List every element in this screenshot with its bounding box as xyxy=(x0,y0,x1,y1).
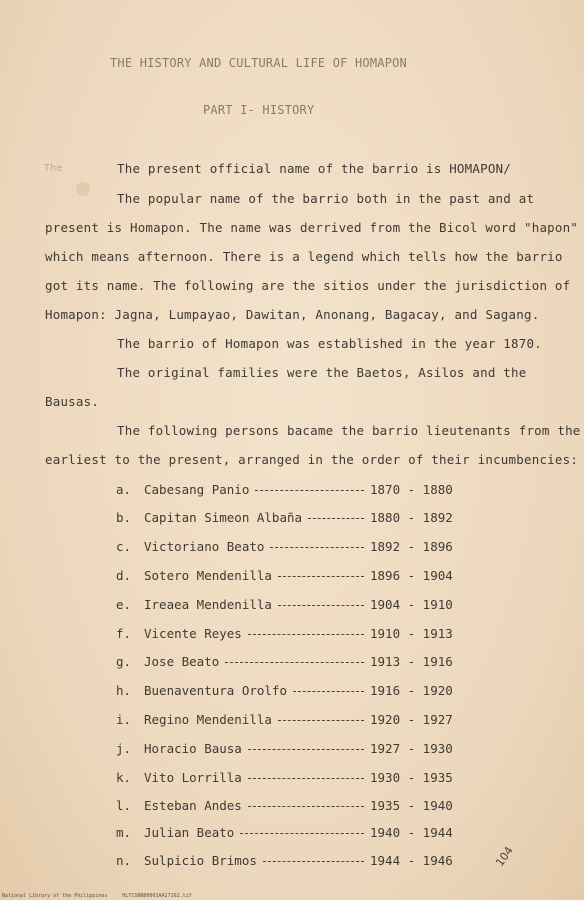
paragraph-line-3: present is Homapon. The name was derrived from the Bicol word "hapon" xyxy=(45,220,579,235)
leader-dashes xyxy=(248,634,364,635)
lieutenant-row xyxy=(116,597,466,613)
leader-dashes xyxy=(225,662,364,663)
term-years: 1880 - 1892 xyxy=(370,510,453,525)
lieutenant-name: Capitan Simeon Albaña xyxy=(144,510,303,525)
term-years: 1910 - 1913 xyxy=(370,626,453,641)
lieutenant-row xyxy=(116,683,466,699)
lieutenant-row xyxy=(116,626,466,642)
row-letter: d. xyxy=(116,568,132,583)
paragraph-line-5: got its name. The following are the sitios under the jurisdiction of xyxy=(45,278,571,293)
term-years: 1892 - 1896 xyxy=(370,539,453,554)
lieutenant-row xyxy=(116,510,466,526)
term-years: 1920 - 1927 xyxy=(370,712,453,727)
lieutenant-name: Cabesang Panio xyxy=(144,482,250,497)
row-letter: f. xyxy=(116,626,132,641)
row-letter: e. xyxy=(116,597,132,612)
lieutenant-name: Horacio Bausa xyxy=(144,741,242,756)
lieutenant-row xyxy=(116,741,466,757)
term-years: 1916 - 1920 xyxy=(370,683,453,698)
lieutenant-name: Buenaventura Orolfo xyxy=(144,683,287,698)
term-years: 1904 - 1910 xyxy=(370,597,453,612)
page-number-mark: 104 xyxy=(493,844,516,869)
row-letter: b. xyxy=(116,510,132,525)
paragraph-line-8: The original families were the Baetos, Asilos and the xyxy=(117,365,527,380)
paragraph-line-9: Bausas. xyxy=(45,394,100,409)
leader-dashes xyxy=(248,749,364,750)
row-letter: g. xyxy=(116,654,132,669)
term-years: 1940 - 1944 xyxy=(370,825,453,840)
lieutenant-name: Ireaea Mendenilla xyxy=(144,597,272,612)
leader-dashes xyxy=(278,720,364,721)
lieutenant-row xyxy=(116,654,466,670)
term-years: 1944 - 1946 xyxy=(370,853,453,868)
leader-dashes xyxy=(293,691,364,692)
lieutenant-name: Sulpicio Brimos xyxy=(144,853,257,868)
term-years: 1896 - 1904 xyxy=(370,568,453,583)
ink-smudge xyxy=(76,182,90,196)
document-title: THE HISTORY AND CULTURAL LIFE OF HOMAPON xyxy=(110,56,407,70)
paragraph-line-7: The barrio of Homapon was established in the year 1870. xyxy=(117,336,542,351)
section-heading: PART I- HISTORY xyxy=(203,103,315,117)
row-letter: a. xyxy=(116,482,132,497)
row-letter: i. xyxy=(116,712,132,727)
row-letter: h. xyxy=(116,683,132,698)
leader-dashes xyxy=(248,806,364,807)
lieutenant-name: Esteban Andes xyxy=(144,798,242,813)
term-years: 1913 - 1916 xyxy=(370,654,453,669)
lieutenant-name: Victoriano Beato xyxy=(144,539,265,554)
lieutenant-row xyxy=(116,825,466,841)
paragraph-line-2: The popular name of the barrio both in the past and at xyxy=(117,191,535,206)
row-letter: k. xyxy=(116,770,132,785)
lieutenant-row xyxy=(116,770,466,786)
row-letter: n. xyxy=(116,853,132,868)
lieutenant-name: Vito Lorrilla xyxy=(144,770,242,785)
lieutenant-name: Jose Beato xyxy=(144,654,220,669)
paragraph-line-10: The following persons bacame the barrio lieutenants from the xyxy=(117,423,581,438)
lieutenant-row xyxy=(116,712,466,728)
margin-note: The xyxy=(44,163,63,174)
term-years: 1870 - 1880 xyxy=(370,482,453,497)
leader-dashes xyxy=(255,490,364,491)
lieutenant-row xyxy=(116,798,466,814)
lieutenant-name: Vicente Reyes xyxy=(144,626,242,641)
lieutenant-row xyxy=(116,853,466,869)
paragraph-line-11: earliest to the present, arranged in the order of their incumbencies: xyxy=(45,452,579,467)
leader-dashes xyxy=(278,576,364,577)
lieutenant-row xyxy=(116,568,466,584)
row-letter: c. xyxy=(116,539,132,554)
lieutenant-row xyxy=(116,539,466,555)
term-years: 1930 - 1935 xyxy=(370,770,453,785)
lieutenant-name: Julian Beato xyxy=(144,825,235,840)
lieutenant-row xyxy=(116,482,466,498)
scan-footer: National Library of the Philippines HLTCSNN00001AA27162.tif xyxy=(2,893,192,899)
paragraph-line-4: which means afternoon. There is a legend which tells how the barrio xyxy=(45,249,563,264)
row-letter: m. xyxy=(116,825,132,840)
leader-dashes xyxy=(308,518,364,519)
term-years: 1927 - 1930 xyxy=(370,741,453,756)
term-years: 1935 - 1940 xyxy=(370,798,453,813)
lieutenant-name: Sotero Mendenilla xyxy=(144,568,272,583)
lieutenant-name: Regino Mendenilla xyxy=(144,712,272,727)
row-letter: l. xyxy=(116,798,132,813)
leader-dashes xyxy=(278,605,364,606)
paragraph-line-1: The present official name of the barrio is HOMAPON/ xyxy=(117,161,512,176)
leader-dashes xyxy=(240,833,364,834)
leader-dashes xyxy=(263,861,364,862)
row-letter: j. xyxy=(116,741,132,756)
leader-dashes xyxy=(248,778,364,779)
paragraph-line-6: Homapon: Jagna, Lumpayao, Dawitan, Anonang, Bagacay, and Sagang. xyxy=(45,307,540,322)
leader-dashes xyxy=(270,547,364,548)
